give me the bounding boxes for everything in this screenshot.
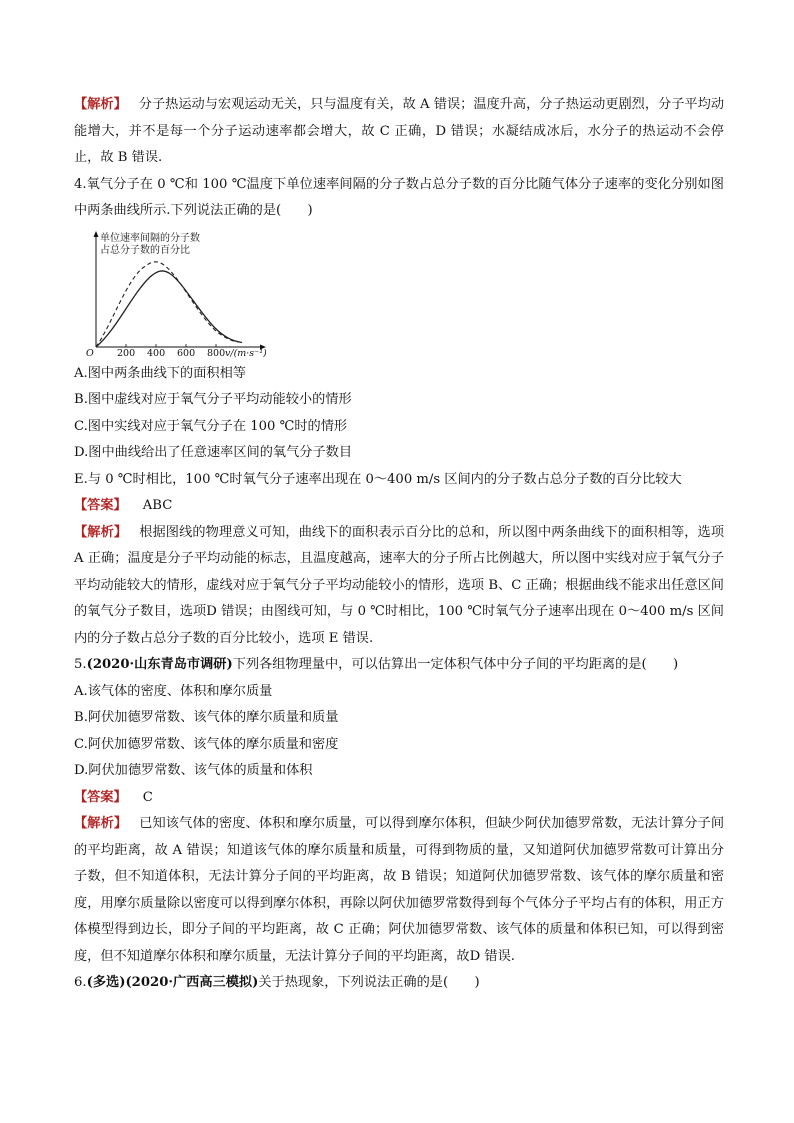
q5-stem-text: 下列各组物理量中，可以估算出一定体积气体中分子间的平均距离的是( ) (232, 657, 679, 672)
q5-number: 5. (74, 657, 87, 672)
analysis-text: 已知该气体的密度、体积和摩尔质量，可以得到摩尔体积，但缺少阿伏加德罗常数，无法计算分子间的平均距离，故 A 错误；知道该气体的摩尔质量和质量，可得到物质的量，又知道阿伏加德罗常数可计算出分子数，但不知道体积，无法计算分子间的平均距离，故 B 错误；知道阿伏加德罗常数、该气体的摩尔质量和密度，用摩尔质量除以密度可以得到摩尔体积，再除以阿伏加德罗常数得到每个气体分子平均占有的体积，用正方体模型得到边长，即分子间的平均距离，故 C 正确；阿伏加德罗常数、该气体的质量和体积已知，可以得到密度，但不知道摩尔体积和摩尔质量，无法计算分子间的平均距离，故D 错误. (74, 816, 725, 964)
dashed-curve-0c (96, 261, 238, 346)
answer-text: C (142, 789, 153, 805)
x-tick-200: 200 (117, 347, 136, 359)
answer-label: 【答案】 (74, 789, 127, 805)
q6-source: (多选)(2020·广西高三模拟) (86, 975, 259, 990)
q5-answer (74, 785, 724, 812)
x-tick-800: 800 (207, 347, 226, 359)
y-axis-label-line1: 单位速率间隔的分子数 (100, 232, 200, 244)
q5-option-a: A.该气体的密度、体积和摩尔质量 (74, 683, 273, 699)
document-content (74, 92, 724, 997)
x-axis-label: v/(m·s⁻¹) (225, 347, 267, 359)
analysis-label: 【解析】 (74, 524, 128, 540)
analysis-label: 【解析】 (74, 97, 127, 112)
q5-option-b: B.阿伏加德罗常数、该气体的摩尔质量和质量 (74, 710, 339, 725)
q4-analysis (74, 520, 724, 653)
answer-label: 【答案】 (74, 498, 127, 513)
q5-stem (74, 652, 724, 679)
q6-stem-text: 关于热现象，下列说法正确的是( ) (258, 975, 480, 990)
y-axis-label-line2: 占总分子数的百分比 (100, 244, 190, 256)
analysis-text: 分子热运动与宏观运动无关，只与温度有关，故 A 错误；温度升高，分子热运动更剧烈，分子平均动能增大，并不是每一个分子运动速率都会增大，故 C 正确，D 错误；水凝结成冰后，水分子的热运动不会停止，故 B 错误. (74, 97, 725, 165)
x-tick-400: 400 (147, 347, 166, 359)
q6-stem (74, 970, 724, 997)
q4-option-d: D.图中曲线给出了任意速率区间的氧气分子数目 (74, 445, 353, 460)
y-axis-arrow (94, 231, 99, 237)
q4-answer (74, 493, 724, 520)
q5-analysis (74, 811, 724, 970)
analysis-label: 【解析】 (74, 816, 128, 831)
q4-option-e: E.与 0 ℃时相比，100 ℃时氧气分子速率出现在 0～400 m/s 区间内的分子数占总分子数的百分比较大 (74, 471, 682, 487)
q4-option-a: A.图中两条曲线下的面积相等 (74, 365, 246, 381)
q3-analysis (74, 92, 724, 172)
q5-option-d: D.阿伏加德罗常数、该气体的质量和体积 (74, 763, 313, 778)
q5-source: (2020·山东青岛市调研) (86, 657, 233, 672)
speed-distribution-figure (82, 229, 292, 359)
speed-distribution-graph (82, 229, 292, 359)
analysis-text: 根据图线的物理意义可知，曲线下的面积表示百分比的总和，所以图中两条曲线下的面积相等，选项 A 正确；温度是分子平均动能的标志，且温度越高，速率大的分子所占比例越大，所以图中实线对应于氧气分子平均动能较大的情形，虚线对应于氧气分子平均动能较小的情形，选项 B、C 正确；根据曲线不能求出任意区间的氧气分子数目，选项D 错误；由图线可知，与 0 ℃时相比，100 ℃时氧气分子速率出现在 0～400 m/s 区间内的分子数占总分子数的百分比较小，选项 E 错误. (74, 524, 725, 646)
q4-option-b: B.图中虚线对应于氧气分子平均动能较小的情形 (74, 392, 352, 407)
q5-option-c: C.阿伏加德罗常数、该气体的摩尔质量和密度 (74, 736, 339, 752)
q4-stem: 4.氧气分子在 0 ℃和 100 ℃温度下单位速率间隔的分子数占总分子数的百分比随气体分子速率的变化分别如图中两条曲线所示.下列说法正确的是( ) (74, 176, 724, 218)
q4-option-c: C.图中实线对应于氧气分子在 100 ℃时的情形 (74, 418, 348, 434)
answer-text: ABC (142, 498, 173, 513)
x-tick-600: 600 (177, 347, 196, 359)
q6-number: 6. (74, 975, 87, 990)
solid-curve-100c (96, 270, 242, 346)
origin-label: O (86, 347, 94, 359)
